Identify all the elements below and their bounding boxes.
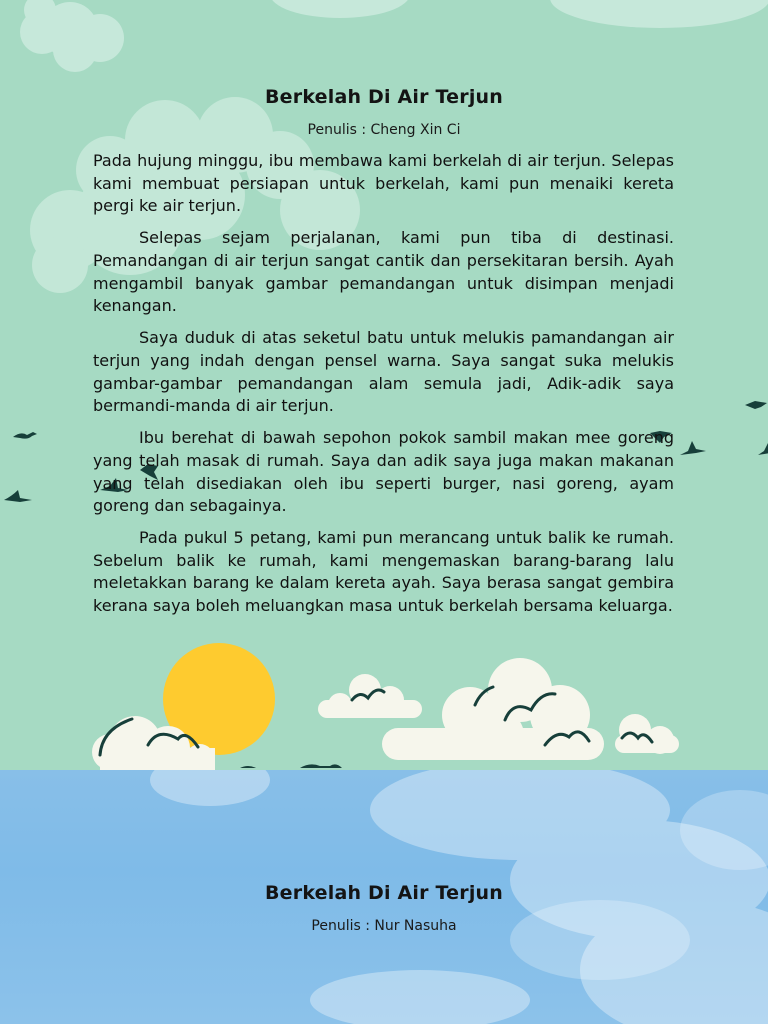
story-paragraph: Pada hujung minggu, ibu membawa kami berkelah di air terjun. Selepas kami membuat persiapan untuk berkelah, kami pun menaiki kereta pergi ke air terjun. [93,151,674,216]
story-paragraph: Selepas sejam perjalanan, kami pun tiba di destinasi. Pemandangan di air terjun sangat cantik dan persekitaran bersih. Ayah mengambil banyak gambar pemandangan untuk disimpan menjadi kenangan. [93,228,674,316]
story-paragraph: Saya duduk di atas seketul batu untuk melukis pamandangan air terjun yang indah dengan pensel warna. Saya sangat suka melukis gambar-gambar pemandangan alam semula jadi, Adik-adik saya bermandi-manda di air terjun. [93,328,674,416]
story-body [93,150,674,627]
page-two [0,770,768,1024]
cloud-icon [20,0,124,72]
story-paragraph: Pada pukul 5 petang, kami pun merancang untuk balik ke rumah. Sebelum balik ke rumah, kami mengemaskan barang-barang lalu meletakkan barang ke dalam kereta ayah. Saya berasa sangat gembira kerana saya boleh meluangkan masa untuk berkelah bersama keluarga. [93,528,674,616]
bird-icon [240,764,342,768]
cloud-icon [270,0,768,28]
story-title: Berkelah Di Air Terjun [265,86,503,108]
story-author: Penulis : Nur Nasuha [311,918,457,934]
story-paragraph: Ibu berehat di bawah sepohon pokok sambil makan mee goreng yang telah masak di rumah. Saya dan adik saya juga makan makanan yang telah disediakan oleh ibu seperti burger, nasi goreng, ayam goreng dan sebagainya. [93,428,674,516]
story-author: Penulis : Cheng Xin Ci [307,122,461,138]
story-title: Berkelah Di Air Terjun [265,882,503,904]
